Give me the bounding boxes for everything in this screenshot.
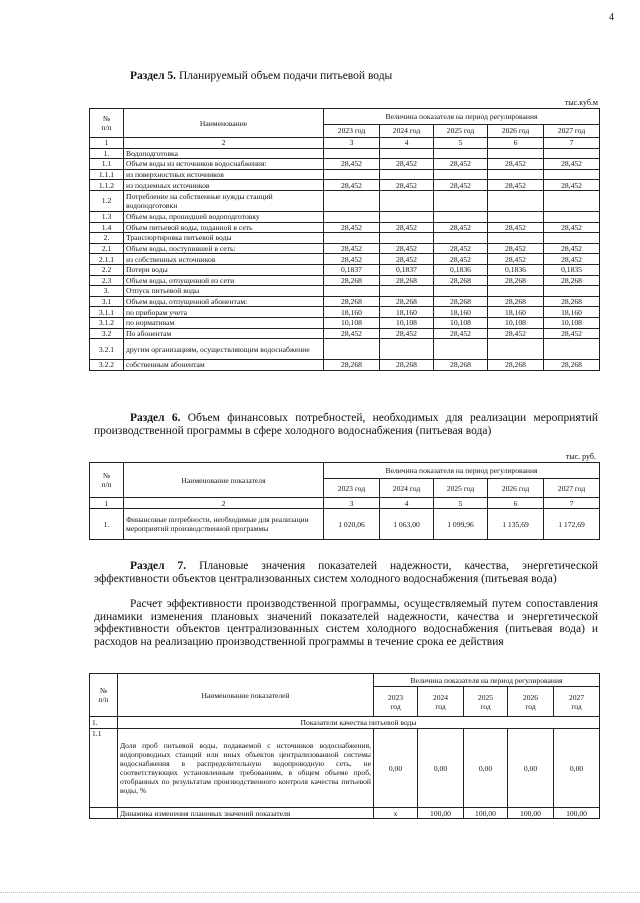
s5-row-value [544,148,600,159]
s7-header-name: Наименование показателей [118,674,374,717]
s5-header-year: 2027 год [544,124,600,137]
s5-row-value [324,169,380,180]
s5-row-value: 28,452 [544,328,600,339]
section6-title [94,412,598,437]
s5-row-value: 28,452 [434,180,488,191]
s5-row-value: 28,452 [324,243,380,254]
s5-header-period: Величина показателя на период регулирования [324,109,600,125]
section6-title-bold: Раздел 6. [130,412,181,424]
s5-row-num: 1.1.2 [90,180,124,191]
s6-row-value: 1 099,96 [434,509,488,540]
s5-row-value: 28,452 [324,328,380,339]
s6-header-year: 2023 год [324,479,380,498]
s5-index-cell: 3 [324,138,380,149]
s5-index-cell: 7 [544,138,600,149]
s5-row-value [380,339,434,360]
s5-data-row [90,275,600,286]
s5-row-value: 28,268 [434,275,488,286]
s5-data-row [90,317,600,328]
s5-row-value: 28,268 [544,360,600,371]
s6-row-value: 1 135,69 [488,509,544,540]
s5-row-num: 2.1 [90,243,124,254]
s5-row-num: 1.4 [90,222,124,233]
s5-header-year: 2025 год [434,124,488,137]
s5-row-value: 18,160 [380,307,434,318]
s6-row-value: 1 063,00 [380,509,434,540]
s5-row-value [324,148,380,159]
s5-row-value: 0,1836 [434,264,488,275]
s5-row-num: 1.1 [90,159,124,170]
s6-index-cell: 1 [90,498,124,509]
s5-data-row [90,264,600,275]
s7-dynamics-value: х [374,808,418,819]
s5-row-name: Потребление на собственные нужды станций водоподготовки [124,190,324,211]
s5-row-value: 10,108 [488,317,544,328]
s5-row-value [488,339,544,360]
s6-header-year: 2027 год [544,479,600,498]
s5-row-value [324,211,380,222]
s7-dynamics-value: 100,00 [418,808,464,819]
s7-header-period: Величина показателя на период регулирования [374,674,600,687]
s5-row-value [488,190,544,211]
s6-index-cell: 7 [544,498,600,509]
s7-row-value: 0,00 [554,729,600,808]
s7-row-value: 0,00 [508,729,554,808]
section5-table-body [90,148,600,370]
s5-row-value [488,211,544,222]
page-number: 4 [609,12,614,23]
s5-row-value: 28,452 [544,159,600,170]
s6-data-row [90,509,600,540]
s5-row-value [488,148,544,159]
s5-row-num: 3.2.2 [90,360,124,371]
s5-row-value [434,233,488,244]
s7-header-year: 2023 год [374,687,418,717]
s7-row-value: 0,00 [464,729,508,808]
s5-row-name: из собственных источников [124,254,324,265]
s5-row-value: 28,452 [544,254,600,265]
s5-row-name: Потери воды [124,264,324,275]
s5-row-name: Объем воды из источников водоснабжения: [124,159,324,170]
section6-table [89,462,600,540]
s5-row-value [324,233,380,244]
s5-row-value: 28,452 [324,222,380,233]
s5-row-value [544,339,600,360]
s5-row-value [380,148,434,159]
s5-row-value: 18,160 [434,307,488,318]
s5-data-row [90,148,600,159]
s5-row-name: Транспортировка питьевой воды [124,233,324,244]
s5-row-value: 28,452 [324,180,380,191]
s5-row-name: по приборам учета [124,307,324,318]
s7-header-year: 2024 год [418,687,464,717]
s5-row-value [544,233,600,244]
s5-header-year: 2026 год [488,124,544,137]
s5-row-value [434,286,488,297]
s7-group-row [90,717,600,729]
s5-index-cell: 1 [90,138,124,149]
s7-header-year: 2027 год [554,687,600,717]
section5-title [130,70,392,82]
s5-row-num: 1.1.1 [90,169,124,180]
s5-row-value: 28,268 [544,275,600,286]
s5-row-value: 28,452 [434,222,488,233]
s5-data-row [90,328,600,339]
s7-dynamics-value: 100,00 [464,808,508,819]
s5-row-value: 28,268 [434,296,488,307]
s5-row-value: 28,268 [324,360,380,371]
s6-index-cell: 4 [380,498,434,509]
s5-row-value: 28,452 [544,180,600,191]
s5-index-cell: 2 [124,138,324,149]
s6-header-period: Величина показателя на период регулирования [324,463,600,479]
s5-row-value: 28,452 [544,222,600,233]
s5-data-row [90,360,600,371]
s5-row-value [380,286,434,297]
s6-row-value: 1 020,06 [324,509,380,540]
s5-row-value: 10,108 [380,317,434,328]
s5-data-row [90,180,600,191]
s5-row-value [434,169,488,180]
s5-row-value: 28,452 [488,159,544,170]
s5-row-value: 0,1836 [488,264,544,275]
s5-row-num: 2.2 [90,264,124,275]
s5-row-value: 28,268 [488,360,544,371]
section6-unit: тыс. руб. [565,452,596,461]
s5-row-name: Объем питьевой воды, поданной в сеть [124,222,324,233]
s6-header-name: Наименование показателя [124,463,324,498]
s5-data-row [90,243,600,254]
s5-row-value: 28,452 [380,328,434,339]
s7-group-name: Показатели качества питьевой воды [118,717,600,729]
s6-row-num: 1. [90,509,124,540]
s5-row-num: 1.2 [90,190,124,211]
s5-data-row [90,169,600,180]
s5-row-num: 1.3 [90,211,124,222]
s5-row-value [434,190,488,211]
section5-table [89,108,600,371]
s7-dynamics-name: Динамика изменения плановых значений показателя [118,808,374,819]
s5-row-value: 28,452 [488,243,544,254]
s5-header-name: Наименование [124,109,324,138]
s7-group-num: 1. [90,717,118,729]
s5-header-year: 2023 год [324,124,380,137]
s5-index-cell: 4 [380,138,434,149]
section6-title-rest: Объем финансовых потребностей, необходимых для реализации мероприятий производственной программы в сфере холодного водоснабжения (питьевая вода) [94,412,598,437]
s6-index-cell: 5 [434,498,488,509]
s7-dynamics-num [90,808,118,819]
s5-row-value [488,233,544,244]
s5-data-row [90,286,600,297]
s5-row-num: 2.3 [90,275,124,286]
s7-header-year: 2025 год [464,687,508,717]
section7-table [89,673,600,819]
s5-row-num: 2.1.1 [90,254,124,265]
s5-row-value: 28,268 [324,275,380,286]
s5-row-num: 3.1.2 [90,317,124,328]
s7-dynamics-value: 100,00 [554,808,600,819]
s5-row-num: 3.2.1 [90,339,124,360]
s5-row-name: Отпуск питьевой воды [124,286,324,297]
s5-row-value: 28,452 [434,328,488,339]
s5-row-name: из подземных источников [124,180,324,191]
s5-row-name: Водоподготовка [124,148,324,159]
s5-row-value: 10,108 [544,317,600,328]
s5-data-row [90,159,600,170]
s5-row-value [324,286,380,297]
s5-row-value: 28,268 [380,275,434,286]
s5-row-num: 2. [90,233,124,244]
s5-row-value [488,286,544,297]
s5-row-value [380,190,434,211]
s5-row-value: 28,452 [380,159,434,170]
s5-row-value: 0,1837 [380,264,434,275]
s5-row-name: из поверхностных источников [124,169,324,180]
s7-dynamics-row [90,808,600,819]
s5-row-value: 0,1835 [544,264,600,275]
s5-row-name: Объем воды, прошедшей водоподготовку [124,211,324,222]
s6-header-num: № п/п [90,463,124,498]
s5-row-value [544,286,600,297]
s5-row-value: 10,108 [324,317,380,328]
s5-row-value [544,169,600,180]
s5-row-value: 18,160 [488,307,544,318]
s5-row-value [434,211,488,222]
section7-title-rest: Плановые значения показателей надежности, качества, энергетической эффективности объектов централизованных систем холодного водоснабжения (питьевая вода) [94,560,598,585]
s6-index-cell: 2 [124,498,324,509]
s5-row-value [434,339,488,360]
s5-row-value: 28,452 [488,328,544,339]
section5-unit: тыс.куб.м [564,98,598,107]
s5-data-row [90,190,600,211]
s5-row-value: 28,452 [380,243,434,254]
s5-row-value: 28,452 [434,243,488,254]
s5-row-name: другим организациям, осуществляющим водоснабжение [124,339,324,360]
section5-title-bold: Раздел 5. [130,70,177,82]
s5-row-value: 28,452 [380,180,434,191]
s7-header-num: № п/п [90,674,118,717]
s5-row-value: 28,452 [488,222,544,233]
s5-row-value: 28,452 [434,159,488,170]
section7-title [94,560,598,585]
s5-row-value [544,190,600,211]
s5-row-value [380,233,434,244]
s5-row-value [324,339,380,360]
s5-row-value: 28,268 [544,296,600,307]
s5-row-value: 28,268 [434,360,488,371]
s5-row-value: 28,452 [324,159,380,170]
s5-row-value: 28,452 [488,180,544,191]
s5-row-value: 28,268 [488,275,544,286]
s7-row-name: Доля проб питьевой воды, подаваемой с источников водоснабжения, водопроводных станций или иных объектов централизованной системы водоснабжения в распределительную водопроводную сеть, не соответствующих установленным требованиям, в общем объеме проб, отобранных по результатам производственного контроля качества питьевой воды, % [118,729,374,808]
section7-paragraph: Расчет эффективности производственной программы, осуществляемый путем сопоставления динамики изменения плановых значений показателей надежности, качества и энергетической эффективности объектов централизованных систем холодного водоснабжения (питьевая вода) и расходов на реализацию производственной программы в течение срока ее действия [94,598,598,648]
s5-row-name: Объем воды, отпущенной из сети [124,275,324,286]
s5-row-num: 3.1 [90,296,124,307]
s6-index-cell: 3 [324,498,380,509]
s5-data-row [90,296,600,307]
s5-row-value: 28,452 [434,254,488,265]
s5-row-value [324,190,380,211]
s5-row-num: 3.2 [90,328,124,339]
page-bottom-divider [0,892,640,893]
s5-header-num: № п/п [90,109,124,138]
s5-row-value: 28,268 [488,296,544,307]
s5-row-name: собственным абонентам [124,360,324,371]
s5-index-cell: 6 [488,138,544,149]
s7-row-num: 1.1 [90,729,118,808]
s5-row-value: 18,160 [324,307,380,318]
s5-row-value: 28,452 [544,243,600,254]
s5-row-value: 28,268 [324,296,380,307]
s6-header-year: 2026 год [488,479,544,498]
s6-row-value: 1 172,69 [544,509,600,540]
s5-header-year: 2024 год [380,124,434,137]
s5-row-num: 3.1.1 [90,307,124,318]
s5-row-value: 28,452 [488,254,544,265]
s5-data-row [90,339,600,360]
s5-row-value: 0,1837 [324,264,380,275]
s5-row-value [380,211,434,222]
s5-index-cell: 5 [434,138,488,149]
s6-header-year: 2025 год [434,479,488,498]
s5-row-value: 28,452 [324,254,380,265]
s7-header-year: 2026 год [508,687,554,717]
s7-dynamics-value: 100,00 [508,808,554,819]
s6-index-cell: 6 [488,498,544,509]
s5-row-value [434,148,488,159]
s5-data-row [90,211,600,222]
s5-data-row [90,222,600,233]
s6-header-year: 2024 год [380,479,434,498]
s5-row-value: 10,108 [434,317,488,328]
section7-title-bold: Раздел 7. [130,560,187,572]
s5-row-value: 18,160 [544,307,600,318]
s5-row-value: 28,268 [380,360,434,371]
s5-data-row [90,254,600,265]
s5-row-value: 28,452 [380,222,434,233]
s5-row-value: 28,268 [380,296,434,307]
section5-title-rest: Планируемый объем подачи питьевой воды [176,70,393,82]
s5-row-value [488,169,544,180]
s7-row-value: 0,00 [374,729,418,808]
s5-row-num: 3. [90,286,124,297]
s5-row-value: 28,452 [380,254,434,265]
s5-row-name: Объем воды, поступившей в сеть: [124,243,324,254]
s5-row-name: Объем воды, отпущенной абонентам: [124,296,324,307]
s5-row-name: по нормативам [124,317,324,328]
s5-row-value [544,211,600,222]
s7-row-value: 0,00 [418,729,464,808]
s5-row-name: По абонентам [124,328,324,339]
s5-data-row [90,233,600,244]
s5-data-row [90,307,600,318]
s6-row-name: Финансовые потребности, необходимые для реализации мероприятий производственной программы [124,509,324,540]
s7-data-row [90,729,600,808]
s5-row-num: 1. [90,148,124,159]
s5-row-value [380,169,434,180]
